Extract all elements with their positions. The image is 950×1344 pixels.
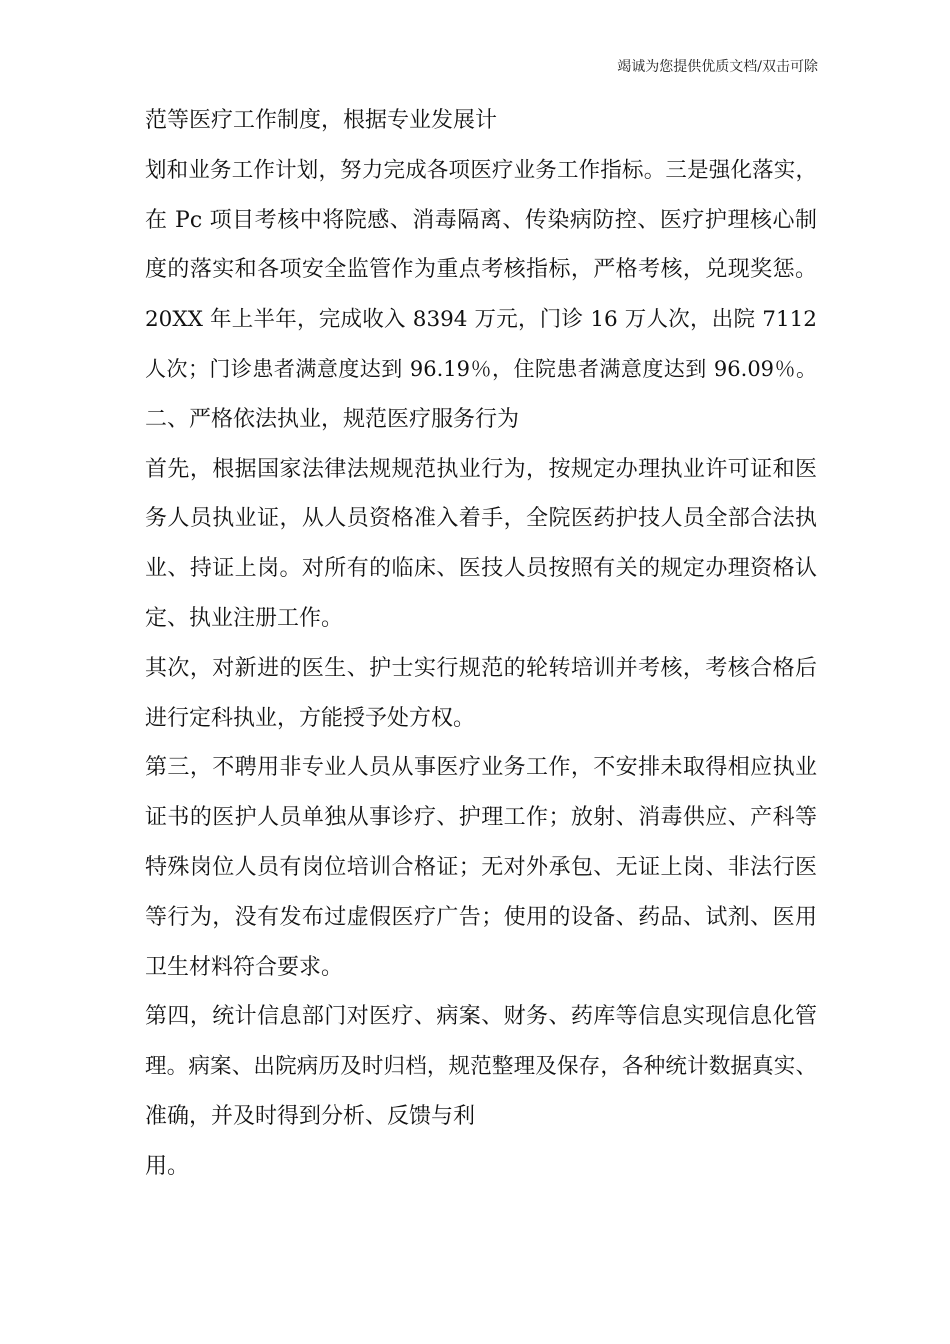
text-line: 度的落实和各项安全监管作为重点考核指标，严格考核，兑现奖惩。 — [145, 257, 817, 283]
text-line: 进行定科执业，方能授予处方权。 — [145, 705, 476, 731]
text-line: 等行为，没有发布过虚假医疗广告；使用的设备、药品、试剂、医用 — [145, 904, 817, 930]
text-line: 首先，根据国家法律法规规范执业行为，按规定办理执业许可证和医 — [145, 456, 817, 482]
text-line: 第四，统计信息部门对医疗、病案、财务、药库等信息实现信息化管 — [145, 1004, 817, 1030]
header-note: 竭诚为您提供优质文档/双击可除 — [617, 59, 818, 75]
text-line: 准确，并及时得到分析、反馈与利 — [145, 1103, 476, 1129]
text-line: 范等医疗工作制度，根据专业发展计 — [145, 108, 498, 133]
text-line: 第三，不聘用非专业人员从事医疗业务工作，不安排未取得相应执业 — [145, 755, 817, 781]
text-line: 二、严格依法执业，规范医疗服务行为 — [145, 406, 520, 432]
text-line: 务人员执业证，从人员资格准入着手，全院医药护技人员全部合法执 — [145, 506, 817, 532]
text-line: 理。病案、出院病历及时归档，规范整理及保存，各种统计数据真实、 — [145, 1054, 817, 1080]
text-line: 划和业务工作计划，努力完成各项医疗业务工作指标。三是强化落实， — [145, 157, 817, 183]
text-line: 特殊岗位人员有岗位培训合格证；无对外承包、无证上岗、非法行医 — [145, 854, 817, 880]
text-line: 业、持证上岗。对所有的临床、医技人员按照有关的规定办理资格认 — [145, 556, 817, 582]
text-line: 卫生材料符合要求。 — [145, 954, 344, 980]
text-line: 定、执业注册工作。 — [145, 605, 344, 631]
text-line: 其次，对新进的医生、护士实行规范的轮转培训并考核，考核合格后 — [145, 655, 817, 681]
text-line: 在 Pc 项目考核中将院感、消毒隔离、传染病防控、医疗护理核心制 — [145, 207, 817, 233]
text-line: 证书的医护人员单独从事诊疗、护理工作；放射、消毒供应、产科等 — [145, 805, 817, 831]
text-line: 20XX 年上半年，完成收入 8394 万元，门诊 16 万人次，出院 7112 — [145, 307, 817, 333]
document-body — [145, 96, 817, 1192]
text-line: 用。 — [145, 1153, 190, 1179]
text-line: 人次；门诊患者满意度达到 96.19％，住院患者满意度达到 96.09％。 — [145, 356, 817, 381]
